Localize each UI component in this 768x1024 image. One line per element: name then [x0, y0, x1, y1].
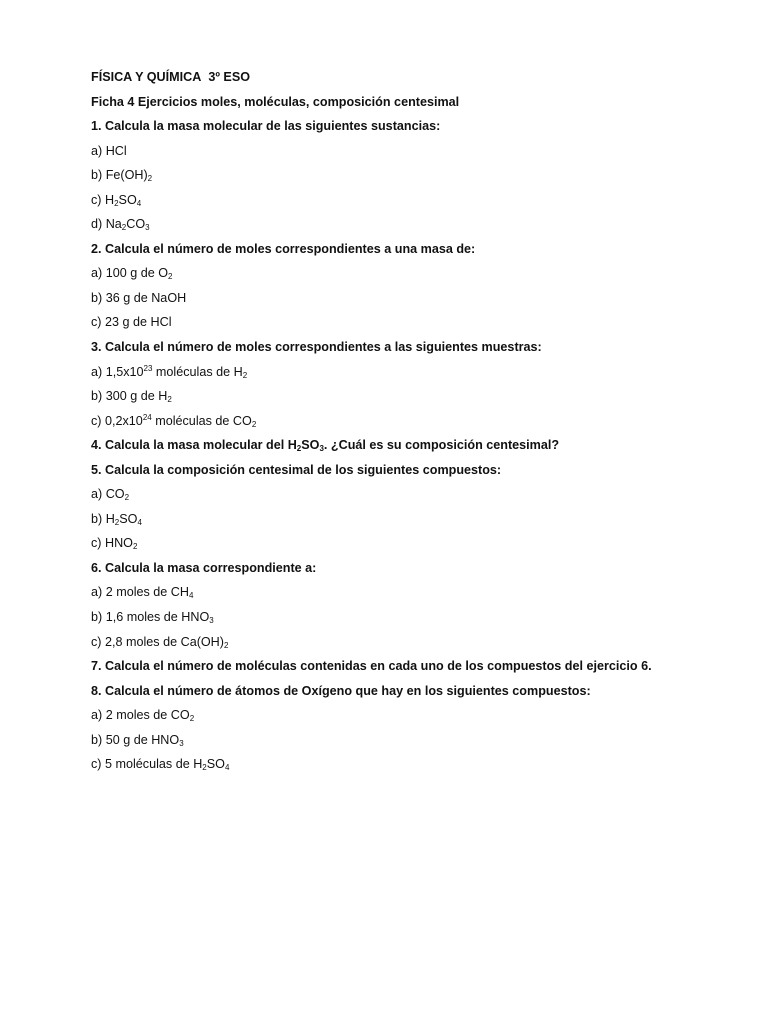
exercise-heading: 3. Calcula el número de moles correspondientes a las siguientes muestras: — [91, 340, 542, 355]
exercise-item: c) $0,2x10^{24}$ moléculas de $CO_2$ — [91, 412, 257, 429]
exercise-item: c) 2,8 moles de $Ca(OH)_2$ — [91, 634, 229, 650]
exercise-item: b) 36 g de NaOH — [91, 290, 187, 305]
exercise-heading: Ficha 4 Ejercicios moles, moléculas, composición centesimal — [91, 94, 460, 109]
exercise-heading: FÍSICA Y QUÍMICA 3º ESO — [91, 70, 251, 84]
exercise-heading: 6. Calcula la masa correspondiente a: — [91, 560, 317, 575]
exercise-heading: 4. Calcula la masa molecular del $H_2SO_3$. ¿Cuál es su composición centesimal? — [91, 438, 560, 454]
exercise-item: c) 5 moléculas de $H_2SO_4$ — [91, 757, 230, 773]
exercise-item: c) 23 g de HCl — [91, 315, 172, 330]
exercise-item: a) 2 moles de $CO_2$ — [91, 708, 195, 724]
exercise-item: b) 300 g de $H_2$ — [91, 389, 172, 405]
exercise-heading: 7. Calcula el número de moléculas contenidas en cada uno de los compuestos del ejercicio 6. — [91, 659, 652, 674]
exercise-item: c) $HNO_2$ — [91, 536, 138, 552]
exercise-item: d) $Na_2CO_3$ — [91, 217, 150, 233]
exercise-item: a) $CO_2$ — [91, 487, 130, 503]
exercise-heading: 1. Calcula la masa molecular de las siguientes sustancias: — [91, 119, 441, 134]
exercise-item: b) $Fe(OH)_2$ — [91, 168, 153, 184]
exercise-item: c) $H_2SO_4$ — [91, 192, 142, 208]
exercise-item: a) 100 g de $O_2$ — [91, 266, 173, 282]
exercise-item: b) 50 g de $HNO_3$ — [91, 732, 184, 748]
exercise-item: b) 1,6 moles de $HNO_3$ — [91, 610, 214, 626]
exercise-heading: 8. Calcula el número de átomos de Oxígeno que hay en los siguientes compuestos: — [91, 683, 591, 698]
exercise-item: a) $1,5x10^{23}$ moléculas de $H_2$ — [91, 363, 248, 380]
exercise-heading: 2. Calcula el número de moles correspondientes a una masa de: — [91, 241, 476, 256]
exercise-item: a) HCl — [91, 143, 127, 158]
exercise-item: a) 2 moles de $CH_4$ — [91, 585, 194, 601]
document-body — [91, 68, 728, 780]
exercise-item: b) $H_2SO_4$ — [91, 511, 142, 527]
exercise-heading: 5. Calcula la composición centesimal de los siguientes compuestos: — [91, 462, 502, 477]
